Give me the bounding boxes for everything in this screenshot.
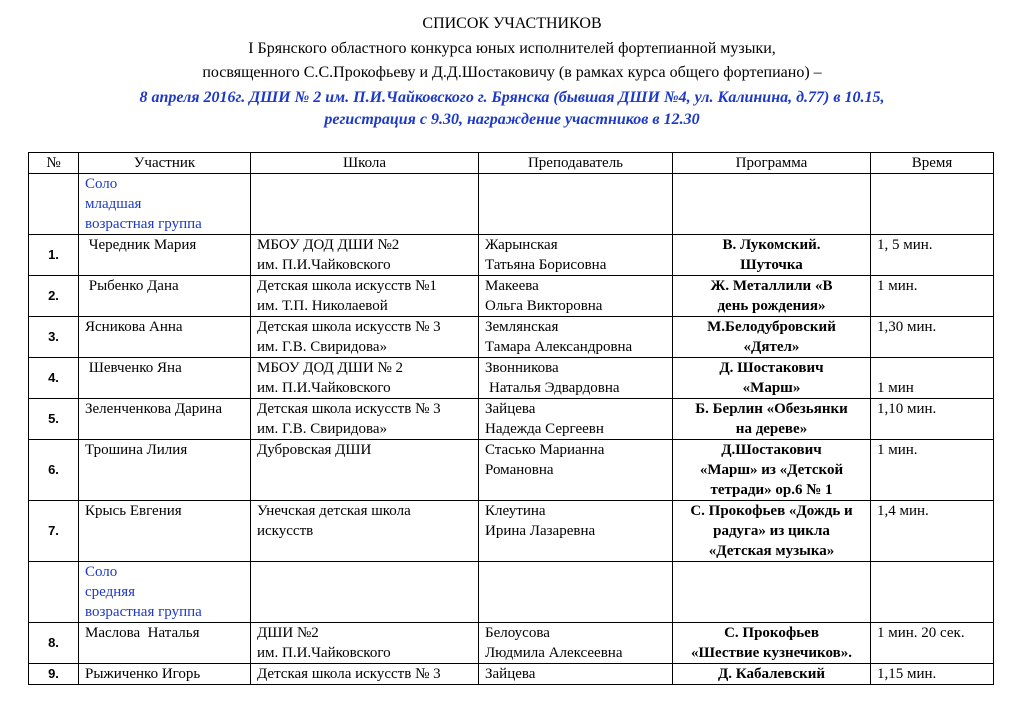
school-cell [251,317,479,358]
program-cell [673,317,871,358]
event-schedule: регистрация с 9.30, награждение участников в 12.30 [324,111,700,128]
program-line: Д. Шостакович [719,360,824,376]
program-cell [673,235,871,276]
participant-name: Маслова Наталья [79,623,251,664]
school-cell [251,276,479,317]
teacher-line: Звонникова [485,360,559,376]
empty-cell [871,174,994,235]
program-cell [673,399,871,440]
time-cell: 1,30 мин. [871,317,994,358]
school-line: ДШИ №2 [257,625,319,641]
row-number: 5. [29,399,79,440]
program-cell [673,623,871,664]
teacher-cell [479,235,673,276]
school-line: Детская школа искусств № 3 [257,319,441,335]
teacher-line: Надежда Сергеевн [485,421,604,437]
time-cell: 1, 5 мин. [871,235,994,276]
teacher-cell [479,623,673,664]
teacher-line: Наталья Эдвардовна [489,380,620,396]
program-line: «Шествие кузнечиков». [691,645,852,661]
column-header-school: Школа [251,153,479,174]
teacher-cell [479,358,673,399]
participant-name: Чередник Мария [79,235,251,276]
program-line: Д. Кабалевский [717,666,826,682]
row-number: 7. [29,501,79,562]
event-date-venue: 8 апреля 2016г. ДШИ № 2 им. П.И.Чайковского г. Брянска (бывшая ДШИ №4, ул. Калинина, д.77) в 10.15, [139,89,885,106]
row-number: 3. [29,317,79,358]
participant-name: Рыбенко Дана [79,276,251,317]
teacher-cell [479,501,673,562]
age-group-label-line: младшая [85,196,142,212]
program-cell [673,501,871,562]
school-line: им. Т.П. Николаевой [257,298,388,314]
program-line: Ж. Металлили «В [710,278,833,294]
school-line: им. П.И.Чайковского [257,257,391,273]
program-line: на дереве» [735,421,808,437]
teacher-cell [479,440,673,501]
school-line: Детская школа искусств №1 [257,278,437,294]
column-header-time: Время [871,153,994,174]
time-cell: 1 мин [871,358,994,399]
teacher-cell [479,399,673,440]
school-line: МБОУ ДОД ДШИ № 2 [257,360,404,376]
school-line: МБОУ ДОД ДШИ №2 [257,237,400,253]
table-row [29,235,994,276]
program-line: «Марш» из «Детской [699,462,844,478]
participant-name: Зеленченкова Дарина [79,399,251,440]
table-row [29,664,994,685]
age-group-label [79,562,251,623]
teacher-line: Зайцева [485,666,536,682]
table-row [29,276,994,317]
program-line: В. Лукомский. [722,237,821,253]
column-header-participant: Участник [79,153,251,174]
program-line: «Дятел» [743,339,800,355]
empty-cell [251,562,479,623]
row-number: 4. [29,358,79,399]
teacher-line: Тамара Александровна [485,339,633,355]
participant-name: Ясникова Анна [79,317,251,358]
school-cell [251,623,479,664]
column-header-program: Программа [673,153,871,174]
school-line: им. Г.В. Свиридова» [257,421,388,437]
school-cell [251,235,479,276]
school-line: Дубровская ДШИ [257,442,372,458]
table-header-row [29,153,994,174]
row-number: 6. [29,440,79,501]
age-group-row [29,562,994,623]
empty-cell [673,562,871,623]
program-line: Д.Шостакович [721,442,822,458]
table-row [29,399,994,440]
teacher-line: Макеева [485,278,539,294]
program-line: «Марш» [742,380,801,396]
table-body [29,174,994,685]
teacher-line: Татьяна Борисовна [485,257,607,273]
teacher-cell [479,276,673,317]
school-line: им. П.И.Чайковского [257,645,391,661]
empty-cell [29,562,79,623]
school-line: им. П.И.Чайковского [257,380,391,396]
school-cell [251,399,479,440]
teacher-line: Землянская [485,319,559,335]
contest-dedication: посвященного С.С.Прокофьеву и Д.Д.Шостаковичу (в рамках курса общего фортепиано) – [202,64,822,81]
school-line: Унечская детская школа [257,503,411,519]
empty-cell [251,174,479,235]
teacher-line: Стасько Марианна [485,442,605,458]
row-number: 1. [29,235,79,276]
teacher-line: Белоусова [485,625,550,641]
empty-cell [673,174,871,235]
participant-name: Рыжиченко Игорь [79,664,251,685]
table-row [29,317,994,358]
age-group-label-line: Соло [85,564,118,580]
time-cell: 1 мин. [871,440,994,501]
program-line: Б. Берлин «Обезьянки [695,401,848,417]
school-line: Детская школа искусств № 3 [257,666,441,682]
time-cell: 1,10 мин. [871,399,994,440]
row-number: 9. [29,664,79,685]
table-row [29,501,994,562]
program-line: тетради» ор.6 № 1 [710,482,833,498]
age-group-label-line: возрастная группа [85,216,202,232]
school-line: искусств [257,523,314,539]
school-cell [251,440,479,501]
time-cell: 1,15 мин. [871,664,994,685]
program-line: С. Прокофьев [724,625,819,641]
document-title: СПИСОК УЧАСТНИКОВ [422,15,602,32]
column-header-number: № [29,153,79,174]
teacher-line: Жарынская [485,237,558,253]
contest-name: I Брянского областного конкурса юных исполнителей фортепианной музыки, [248,40,776,57]
school-line: им. Г.В. Свиридова» [257,339,388,355]
teacher-line: Зайцева [485,401,536,417]
participant-name: Шевченко Яна [79,358,251,399]
teacher-line: Романовна [485,462,554,478]
school-cell [251,501,479,562]
age-group-label-line: возрастная группа [85,604,202,620]
participants-table [28,152,994,685]
age-group-label-line: средняя [85,584,136,600]
program-cell [673,440,871,501]
school-cell [251,664,479,685]
school-cell [251,358,479,399]
program-cell [673,358,871,399]
program-line: «Детская музыка» [708,543,835,559]
age-group-label [79,174,251,235]
time-cell: 1,4 мин. [871,501,994,562]
row-number: 2. [29,276,79,317]
program-line: С. Прокофьев «Дождь и [690,503,853,519]
age-group-label-line: Соло [85,176,118,192]
empty-cell [29,174,79,235]
teacher-line: Ольга Викторовна [485,298,603,314]
table-row [29,358,994,399]
program-line: Шуточка [740,257,803,273]
teacher-line: Клеутина [485,503,546,519]
table-row [29,623,994,664]
program-line: день рождения» [717,298,826,314]
program-line: радуга» из цикла [713,523,830,539]
program-cell [673,664,871,685]
teacher-cell [479,317,673,358]
program-cell [673,276,871,317]
column-header-teacher: Преподаватель [479,153,673,174]
empty-cell [479,174,673,235]
teacher-line: Ирина Лазаревна [485,523,596,539]
time-cell: 1 мин. [871,276,994,317]
participant-name: Трошина Лилия [79,440,251,501]
empty-cell [479,562,673,623]
teacher-line: Людмила Алексеевна [485,645,623,661]
row-number: 8. [29,623,79,664]
participant-name: Крысь Евгения [79,501,251,562]
teacher-cell [479,664,673,685]
program-line: М.Белодубровский [707,319,836,335]
time-cell: 1 мин. 20 сек. [871,623,994,664]
empty-cell [871,562,994,623]
school-line: Детская школа искусств № 3 [257,401,441,417]
table-row [29,440,994,501]
age-group-row [29,174,994,235]
